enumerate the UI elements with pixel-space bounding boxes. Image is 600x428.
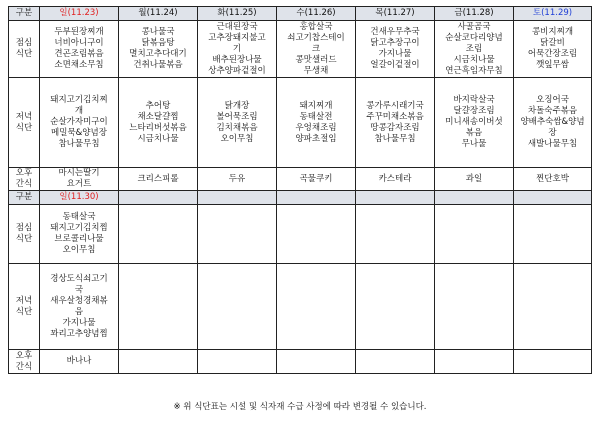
empty-header-cell bbox=[356, 191, 435, 205]
menu-cell bbox=[356, 78, 435, 168]
menu-item: 음 bbox=[74, 306, 84, 317]
menu-item: 꽈리고추양념찜 bbox=[50, 328, 108, 339]
menu-item: 어묵간장조림 bbox=[527, 49, 578, 59]
menu-item: 홍합살국 bbox=[299, 21, 333, 32]
menu-cell bbox=[356, 168, 435, 191]
empty-header-cell bbox=[514, 191, 592, 205]
menu-cell bbox=[198, 168, 277, 191]
empty-cell bbox=[198, 205, 277, 264]
menu-item: 양파초절임 bbox=[295, 133, 337, 144]
empty-cell bbox=[514, 205, 592, 264]
menu-item: 크리스피롤 bbox=[137, 173, 179, 184]
menu-item: 동태살국 bbox=[62, 212, 96, 222]
menu-item: 채소달걀찜 bbox=[137, 111, 179, 122]
day-header-mon: 월(11.24) bbox=[119, 7, 198, 21]
day-header-sun: 일(11.30) bbox=[40, 191, 119, 205]
menu-cell bbox=[198, 21, 277, 78]
menu-item: 요거트 bbox=[66, 179, 92, 189]
menu-item: 경상도식쇠고기 bbox=[50, 273, 108, 284]
menu-item: 우엉채조림 bbox=[295, 122, 337, 133]
menu-item: 건새우무추국 bbox=[370, 27, 420, 37]
menu-item: 동태살전 bbox=[299, 111, 333, 122]
day-header-sun: 일(11.23) bbox=[40, 7, 119, 21]
meal-label bbox=[9, 21, 40, 78]
empty-cell bbox=[356, 350, 435, 374]
menu-item: 콩비지찌개 bbox=[531, 27, 574, 37]
week2-row-dinner bbox=[9, 264, 592, 350]
empty-cell bbox=[198, 350, 277, 374]
empty-cell bbox=[277, 205, 356, 264]
menu-item: 무생채 bbox=[303, 65, 329, 76]
menu-item: 오이무침 bbox=[220, 133, 254, 144]
menu-cell bbox=[40, 205, 119, 264]
meal-label-line: 간식 bbox=[15, 361, 33, 372]
menu-cell bbox=[356, 21, 435, 78]
empty-cell bbox=[198, 264, 277, 350]
day-header-tue: 화(11.25) bbox=[198, 7, 277, 21]
menu-item: 느타리버섯볶음 bbox=[129, 122, 187, 133]
empty-cell bbox=[119, 205, 198, 264]
menu-item: 곡물쿠키 bbox=[299, 173, 333, 184]
menu-cell bbox=[40, 78, 119, 168]
menu-item: 깻잎무쌈 bbox=[536, 60, 569, 70]
menu-cell bbox=[514, 21, 592, 78]
meal-label-line: 간식 bbox=[15, 179, 33, 189]
menu-cell bbox=[40, 168, 119, 191]
menu-item: 볶음 bbox=[465, 128, 483, 138]
menu-item: 시금치나물 bbox=[137, 133, 179, 144]
meal-plan-table bbox=[8, 6, 592, 374]
footnote: ※ 위 식단표는 시설 및 식자재 수급 사정에 따라 변경될 수 있습니다. bbox=[173, 402, 427, 412]
menu-item: 닭고추장구이 bbox=[370, 38, 420, 48]
menu-item: 사골곰국 bbox=[457, 21, 491, 32]
week1-row-snack bbox=[9, 168, 592, 191]
menu-item: 돼지고기김치찜 bbox=[50, 223, 108, 233]
day-header-sat: 토(11.29) bbox=[514, 7, 592, 21]
menu-item: 닭볶음탕 bbox=[141, 38, 175, 48]
menu-item: 추어탕 bbox=[145, 100, 171, 111]
empty-cell bbox=[435, 350, 514, 374]
menu-item: 배추된장나물 bbox=[212, 54, 262, 65]
meal-label bbox=[9, 205, 40, 264]
menu-cell bbox=[198, 78, 277, 168]
week2-row-snack bbox=[9, 350, 592, 374]
menu-item: 닭개장 bbox=[224, 100, 250, 111]
meal-label-line: 식단 bbox=[15, 49, 33, 59]
meal-label-line: 오후 bbox=[15, 168, 33, 178]
menu-item: 개 bbox=[74, 106, 84, 116]
menu-cell bbox=[277, 78, 356, 168]
menu-item: 마시는딸기 bbox=[58, 168, 100, 178]
menu-item: 쇠고기찹스테이 bbox=[287, 32, 345, 43]
empty-cell bbox=[356, 205, 435, 264]
meal-label-line: 오후 bbox=[15, 350, 33, 361]
menu-item: 주꾸미채소볶음 bbox=[366, 111, 424, 122]
menu-item: 카스테라 bbox=[378, 173, 412, 184]
menu-item: 과일 bbox=[465, 173, 483, 184]
menu-item: 새우살청경채볶 bbox=[50, 295, 108, 306]
meal-label-line: 점심 bbox=[15, 223, 33, 233]
menu-item: 상추양파겉절이 bbox=[208, 65, 266, 76]
meal-label-line: 식단 bbox=[15, 122, 33, 133]
empty-cell bbox=[119, 350, 198, 374]
menu-item: 오징어국 bbox=[536, 95, 569, 105]
menu-item: 바나나 bbox=[66, 356, 92, 366]
menu-item: 콩나물국 bbox=[141, 27, 175, 37]
menu-item: 소면채소무침 bbox=[54, 60, 104, 70]
menu-item: 돼지고기김치찌 bbox=[50, 95, 108, 105]
menu-cell bbox=[119, 21, 198, 78]
meal-label-line: 식단 bbox=[15, 234, 33, 244]
menu-cell bbox=[119, 78, 198, 168]
empty-header-cell bbox=[119, 191, 198, 205]
menu-cell bbox=[40, 21, 119, 78]
meal-label-line: 저녁 bbox=[15, 295, 33, 306]
menu-item: 얼갈이겉절이 bbox=[370, 60, 420, 70]
menu-cell bbox=[435, 168, 514, 191]
menu-item: 순살코다리양념 bbox=[445, 32, 503, 43]
empty-header-cell bbox=[198, 191, 277, 205]
menu-item: 너비아니구이 bbox=[54, 38, 104, 48]
menu-item: 건취나물볶음 bbox=[133, 60, 183, 70]
empty-header-cell bbox=[277, 191, 356, 205]
week1-row-lunch bbox=[9, 21, 592, 78]
menu-item: 양배추숙쌈&양념 bbox=[520, 117, 585, 127]
week1-header-row bbox=[9, 7, 592, 21]
menu-item: 가지나물 bbox=[378, 49, 412, 59]
empty-cell bbox=[119, 264, 198, 350]
menu-cell bbox=[40, 350, 119, 374]
empty-cell bbox=[277, 264, 356, 350]
menu-item: 기 bbox=[232, 43, 242, 54]
menu-item: 무나물 bbox=[461, 139, 487, 149]
menu-item: 콩가루시래기국 bbox=[366, 100, 424, 111]
menu-item: 바지락살국 bbox=[453, 95, 495, 105]
menu-item: 장 bbox=[548, 128, 557, 138]
menu-item: 국 bbox=[74, 284, 84, 295]
meal-label bbox=[9, 350, 40, 374]
menu-cell bbox=[277, 168, 356, 191]
empty-cell bbox=[435, 264, 514, 350]
menu-cell bbox=[40, 264, 119, 350]
menu-item: 조림 bbox=[465, 43, 483, 54]
meal-label bbox=[9, 168, 40, 191]
menu-item: 닭갈비 bbox=[540, 38, 565, 48]
menu-item: 고추장돼지불고 bbox=[208, 32, 266, 43]
menu-cell bbox=[435, 78, 514, 168]
meal-label-line: 식단 bbox=[15, 306, 33, 317]
menu-cell bbox=[514, 168, 592, 191]
menu-item: 참나물무침 bbox=[58, 139, 100, 149]
header-label: 구분 bbox=[9, 191, 40, 205]
menu-cell bbox=[277, 21, 356, 78]
meal-label-line: 점심 bbox=[15, 38, 33, 48]
menu-item: 연근흑임자무침 bbox=[445, 65, 503, 76]
empty-cell bbox=[514, 350, 592, 374]
menu-item: 두유 bbox=[228, 173, 246, 184]
day-header-fri: 금(11.28) bbox=[435, 7, 514, 21]
menu-item: 새발나물무침 bbox=[527, 139, 578, 149]
menu-item: 볼어묵조림 bbox=[216, 111, 258, 122]
header-label: 구분 bbox=[9, 7, 40, 21]
day-header-wed: 수(11.26) bbox=[277, 7, 356, 21]
menu-cell bbox=[514, 78, 592, 168]
day-header-thu: 목(11.27) bbox=[356, 7, 435, 21]
menu-item: 김치채볶음 bbox=[216, 122, 258, 133]
meal-label-line: 저녁 bbox=[15, 111, 33, 122]
empty-header-cell bbox=[435, 191, 514, 205]
menu-cell bbox=[435, 21, 514, 78]
week1-row-dinner bbox=[9, 78, 592, 168]
menu-item: 멸치고추다대기 bbox=[129, 49, 187, 59]
menu-item: 순살가자미구이 bbox=[50, 117, 108, 127]
menu-item: 근대된장국 bbox=[216, 21, 258, 32]
menu-item: 땅콩감자조림 bbox=[370, 122, 420, 133]
menu-item: 메밀묵&양념장 bbox=[51, 128, 107, 138]
menu-item: 오이무침 bbox=[62, 245, 96, 255]
menu-item: 두부된장찌개 bbox=[54, 27, 104, 37]
meal-label bbox=[9, 78, 40, 168]
menu-item: 가지나물 bbox=[62, 317, 96, 328]
meal-label bbox=[9, 264, 40, 350]
menu-item: 미니새송이버섯 bbox=[445, 117, 503, 127]
empty-cell bbox=[514, 264, 592, 350]
week2-row-lunch bbox=[9, 205, 592, 264]
menu-item: 콩맛샐러드 bbox=[295, 54, 337, 65]
menu-item: 달걀장조림 bbox=[453, 106, 495, 116]
empty-cell bbox=[356, 264, 435, 350]
menu-item: 시금치나물 bbox=[453, 54, 495, 65]
empty-cell bbox=[435, 205, 514, 264]
empty-cell bbox=[277, 350, 356, 374]
menu-item: 견곤조림볶음 bbox=[54, 49, 104, 59]
menu-item: 참나물무침 bbox=[374, 133, 416, 144]
menu-item: 찐단호박 bbox=[536, 173, 569, 184]
menu-item: 브로콜리나물 bbox=[54, 234, 104, 244]
menu-item: 차돌숙주볶음 bbox=[527, 106, 578, 116]
week2-header-row bbox=[9, 191, 592, 205]
menu-cell bbox=[119, 168, 198, 191]
menu-item: 크 bbox=[311, 43, 321, 54]
menu-item: 돼지찌개 bbox=[299, 100, 333, 111]
